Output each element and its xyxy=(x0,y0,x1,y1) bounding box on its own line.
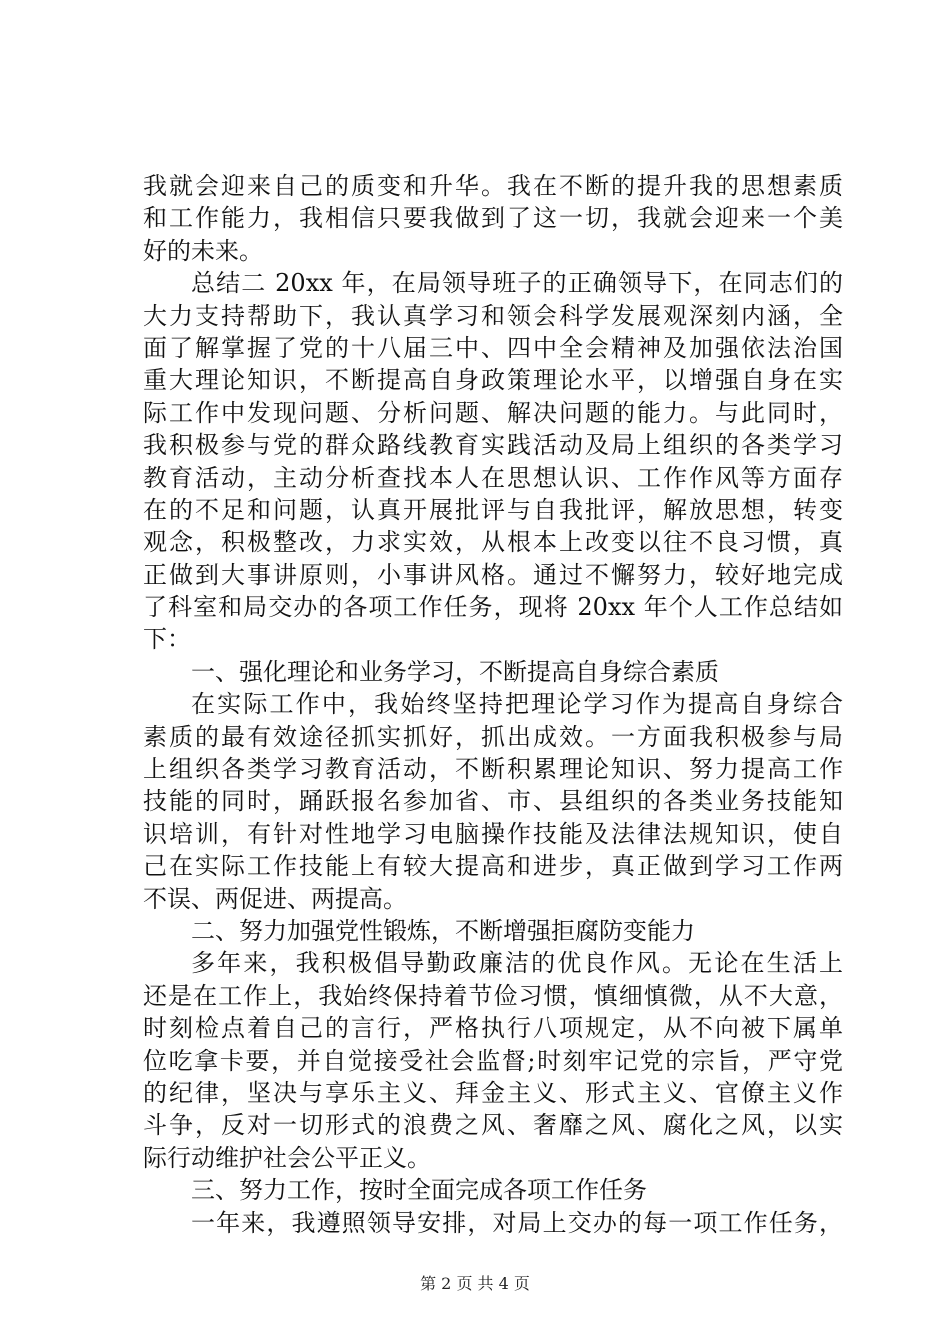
text-line: 我积极参与党的群众路线教育实践活动及局上组织的各类学习 xyxy=(143,431,843,460)
page-footer: 第 2 页 共 4 页 xyxy=(420,1274,530,1293)
text-line: 己在实际工作技能上有较大提高和进步，真正做到学习工作两 xyxy=(143,852,843,881)
text-line: 观念，积极整改，力求实效，从根本上改变以往不良习惯，真 xyxy=(143,528,843,557)
text-line: 际工作中发现问题、分析问题、解决问题的能力。与此同时， xyxy=(143,398,843,427)
text-line: 一、强化理论和业务学习，不断提高自身综合素质 xyxy=(191,657,719,686)
text-line: 好的未来。 xyxy=(143,236,263,265)
text-line: 多年来，我积极倡导勤政廉洁的优良作风。无论在生活上 xyxy=(191,949,843,978)
text-line: 教育活动，主动分析查找本人在思想认识、工作作风等方面存 xyxy=(143,463,843,492)
text-line: 一年来，我遵照领导安排，对局上交办的每一项工作任务， xyxy=(191,1208,843,1237)
text-line: 位吃拿卡要，并自觉接受社会监督;时刻牢记党的宗旨，严守党 xyxy=(143,1046,843,1075)
text-line: 正做到大事讲原则，小事讲风格。通过不懈努力，较好地完成 xyxy=(143,560,843,589)
text-line: 大力支持帮助下，我认真学习和领会科学发展观深刻内涵，全 xyxy=(143,301,843,330)
text-line: 还是在工作上，我始终保持着节俭习惯，慎细慎微，从不大意， xyxy=(143,981,843,1010)
text-line: 三、努力工作，按时全面完成各项工作任务 xyxy=(191,1176,647,1205)
text-line: 的纪律，坚决与享乐主义、拜金主义、形式主义、官僚主义作 xyxy=(143,1078,843,1107)
text-line: 识培训，有针对性地学习电脑操作技能及法律法规知识，使自 xyxy=(143,819,843,848)
text-line: 面了解掌握了党的十八届三中、四中全会精神及加强依法治国 xyxy=(143,333,843,362)
text-line: 在的不足和问题，认真开展批评与自我批评，解放思想，转变 xyxy=(143,495,843,524)
text-line: 素质的最有效途径抓实抓好，抓出成效。一方面我积极参与局 xyxy=(143,722,843,751)
text-line: 和工作能力，我相信只要我做到了这一切，我就会迎来一个美 xyxy=(143,204,843,233)
text-line: 时刻检点着自己的言行，严格执行八项规定，从不向被下属单 xyxy=(143,1014,843,1043)
text-line: 际行动维护社会公平正义。 xyxy=(143,1143,431,1172)
text-line: 技能的同时，踊跃报名参加省、市、县组织的各类业务技能知 xyxy=(143,787,843,816)
text-line: 二、努力加强党性锻炼，不断增强拒腐防变能力 xyxy=(191,916,695,945)
text-line: 上组织各类学习教育活动，不断积累理论知识、努力提高工作 xyxy=(143,755,843,784)
text-line: 了科室和局交办的各项工作任务，现将 20xx 年个人工作总结如 xyxy=(143,593,843,622)
text-line: 不误、两促进、两提高。 xyxy=(143,884,407,913)
text-line: 我就会迎来自己的质变和升华。我在不断的提升我的思想素质 xyxy=(143,172,843,200)
text-line: 在实际工作中，我始终坚持把理论学习作为提高自身综合 xyxy=(191,690,843,719)
document-body xyxy=(143,170,843,1239)
text-line: 下： xyxy=(143,625,191,654)
text-line: 重大理论知识，不断提高自身政策理论水平，以增强自身在实 xyxy=(143,366,843,395)
text-line: 总结二 20xx 年，在局领导班子的正确领导下，在同志们的 xyxy=(191,269,843,298)
text-line: 斗争，反对一切形式的浪费之风、奢靡之风、腐化之风，以实 xyxy=(143,1111,843,1140)
